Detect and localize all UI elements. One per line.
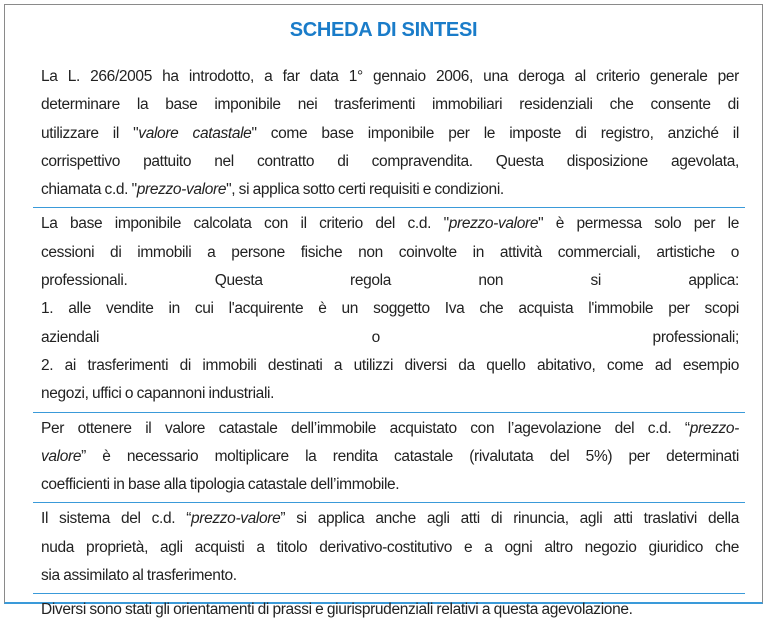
text-line [41, 63, 739, 91]
italic-text: prezzo-valore [136, 181, 227, 199]
text-line [41, 380, 739, 408]
text-line [41, 352, 739, 380]
text-segment: La L. 266/2005 ha introdotto, a far data 1° gennaio 2006, una deroga al criterio generale per [41, 68, 739, 85]
text-line [41, 505, 739, 533]
text-line [41, 295, 739, 323]
italic-text: valore catastale [138, 124, 252, 142]
paragraph [33, 210, 745, 412]
text-segment: cessioni di immobili a persone fisiche non coinvolte in attività commerciali, artistiche o [41, 243, 739, 261]
text-segment: 1. alle vendite in cui l'acquirente è un soggetto Iva che acquista l'immobile per scopi [41, 300, 739, 318]
text-segment: negozi, uffici o capannoni industriali. [41, 385, 275, 403]
text-segment: corrispettivo pattuito nel contratto di compravendita. Questa disposizione agevolata, [41, 152, 739, 170]
text-segment: determinare la base imponibile nei trasferimenti immobiliari residenziali che consente di [41, 96, 739, 114]
text-line [41, 562, 739, 590]
text-line [41, 267, 739, 295]
text-line [41, 210, 739, 238]
text-segment: ", si applica sotto certi requisiti e condizioni. [226, 181, 504, 199]
text-segment: Diversi sono stati gli orientamenti di prassi e giurisprudenziali relativi a questa agevolazione. [41, 601, 633, 619]
italic-text: valore [41, 447, 82, 465]
paragraph [33, 415, 745, 504]
paragraph [33, 63, 745, 208]
text-segment: aziendali o professionali; [41, 328, 739, 346]
text-segment: coefficienti in base alla tipologia catastale dell’immobile. [41, 476, 400, 494]
page-title: SCHEDA DI SINTESI [289, 19, 478, 41]
text-segment: utilizzare il " [41, 124, 139, 142]
text-line [41, 324, 739, 352]
text-line [41, 120, 739, 148]
text-line [41, 91, 739, 119]
text-segment: sia assimilato al trasferimento. [41, 567, 237, 585]
text-segment: ” si applica anche agli atti di rinuncia, agli atti traslativi della [280, 510, 739, 528]
text-segment: " è permessa solo per le [538, 215, 739, 233]
text-segment: chiamata c.d. " [41, 181, 137, 199]
text-segment: La base imponibile calcolata con il criterio del c.d. " [41, 215, 449, 233]
summary-card [4, 4, 763, 619]
text-segment: ” è necessario moltiplicare la rendita catastale (rivalutata del 5%) per determinati [81, 447, 739, 465]
text-segment: professionali. Questa regola non si applica: [41, 272, 739, 290]
paragraph [33, 505, 745, 594]
text-segment: " come base imponibile per le imposte di registro, anziché il [251, 124, 739, 142]
text-line [41, 239, 739, 267]
text-line [41, 443, 739, 471]
summary-content [33, 63, 745, 630]
text-segment: 2. ai trasferimenti di immobili destinati a utilizzi diversi da quello abitativo, come ad esempio [41, 356, 739, 374]
text-line [41, 596, 739, 624]
text-line [41, 148, 739, 176]
italic-text: prezzo-valore [448, 215, 539, 233]
text-segment: Per ottenere il valore catastale dell’immobile acquistato con l’agevolazione del c.d. “ [41, 419, 690, 437]
text-line [41, 471, 739, 499]
text-line [41, 415, 739, 443]
text-line [41, 534, 739, 562]
italic-text: prezzo- [689, 419, 739, 437]
italic-text: prezzo-valore [191, 510, 281, 528]
text-segment: Il sistema del c.d. “ [41, 510, 192, 528]
text-line [41, 176, 739, 204]
text-segment: nuda proprietà, agli acquisti a titolo derivativo-costitutivo e a ogni altro negozio giuridico che [41, 538, 739, 556]
